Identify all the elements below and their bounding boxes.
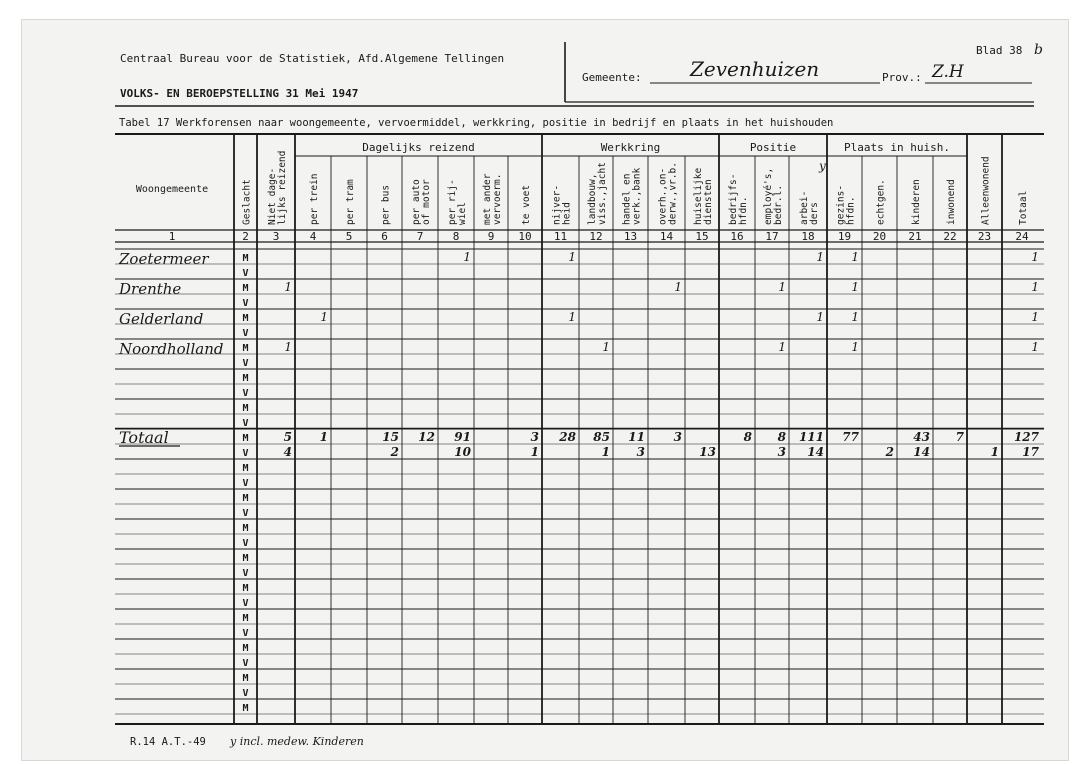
totaal-m-value: 111 — [798, 430, 824, 444]
gemeente-value: Zevenhuizen — [690, 57, 820, 81]
cell-value: 1 — [778, 340, 786, 354]
col-header-10: nijver- — [551, 184, 563, 225]
column-number: 7 — [416, 230, 424, 243]
footnote: y incl. medew. Kinderen — [230, 735, 364, 748]
col-header-11: landbouw, — [587, 173, 598, 225]
totaal-m-value: 43 — [913, 430, 930, 444]
column-number: 5 — [345, 230, 353, 243]
column-number: 22 — [943, 230, 957, 243]
cell-value: 1 — [851, 310, 859, 324]
sex-label-m: M — [242, 553, 249, 564]
cell-value: 1 — [851, 340, 859, 354]
totaal-label: Totaal — [119, 428, 169, 447]
column-number: 20 — [872, 230, 887, 243]
col-header-1: Geslacht — [241, 179, 253, 225]
col-header-10: heid — [561, 202, 573, 225]
totaal-v-value: 13 — [699, 445, 716, 459]
totaal-m-value: 28 — [559, 430, 576, 444]
gemeente-label: Gemeente: — [582, 71, 642, 84]
sex-label-v: V — [242, 358, 249, 369]
prov-value: Z.H — [932, 62, 964, 82]
cell-value: 1 — [320, 310, 328, 324]
census-form — [22, 20, 1068, 760]
cell-value: 1 — [816, 310, 824, 324]
column-number: 8 — [452, 230, 460, 243]
column-number: 17 — [765, 230, 779, 243]
form-code: R.14 A.T.-49 — [130, 736, 206, 748]
sex-label-v: V — [242, 598, 249, 609]
col-header-22: Alleenwonend — [980, 156, 992, 225]
col-header-19: echtgen. — [875, 179, 887, 225]
sex-label-m: M — [242, 583, 249, 594]
col-header-11: viss.,jacht — [597, 162, 608, 225]
col-header-16: employé's, — [763, 167, 774, 225]
sex-label-m: M — [242, 343, 249, 354]
sex-label-m: M — [242, 673, 249, 684]
col-header-23: Totaal — [1018, 190, 1029, 225]
totaal-v-value: 2 — [390, 445, 399, 459]
prov-label: Prov.: — [882, 71, 922, 84]
sex-label-v: V — [242, 328, 249, 339]
census-form-sheet — [22, 20, 1068, 760]
col-header-15: hfdn. — [738, 196, 749, 225]
col-header-8: met ander — [482, 173, 493, 225]
totaal-v-value: 3 — [777, 445, 786, 459]
col-header-17: ders — [809, 202, 820, 225]
col-header-2: Niet dage- — [267, 167, 278, 225]
col-header-8: vervoerm. — [492, 173, 503, 225]
col-header-15: bedrijfs- — [728, 173, 739, 225]
column-number: 2 — [242, 230, 249, 243]
cell-value: 1 — [1031, 340, 1039, 354]
column-number: 10 — [518, 230, 532, 243]
cell-value: 1 — [1031, 280, 1039, 294]
totaal-m-value: 15 — [382, 430, 399, 444]
col-header-20: kinderen — [911, 179, 922, 225]
totaal-m-value: 12 — [418, 430, 435, 444]
group-dagelijks-reizend: Dagelijks reizend — [362, 141, 475, 154]
sex-label-m: M — [242, 253, 249, 264]
group-positie: Positie — [749, 141, 797, 154]
column-number: 12 — [589, 230, 603, 243]
sex-label-m: M — [242, 313, 249, 324]
totaal-m-value: 1 — [319, 430, 328, 444]
cell-value: 1 — [568, 310, 576, 324]
column-number: 23 — [977, 230, 992, 243]
totaal-m-value: 8 — [777, 430, 786, 444]
sex-label-m: M — [242, 643, 249, 654]
col-header-7: wiel — [457, 202, 468, 225]
cell-value: 1 — [284, 340, 292, 354]
column-number: 15 — [695, 230, 709, 243]
table-title: Tabel 17 Werkforensen naar woongemeente, vervoermiddel, werkkring, positie in bedrijf en plaats in het huishouden — [119, 117, 834, 129]
cell-value: 1 — [674, 280, 682, 294]
cell-value: 1 — [1031, 310, 1039, 324]
col-header-2: lijks reizend — [277, 150, 288, 225]
sex-label-v: V — [242, 268, 249, 279]
sex-label-v: V — [242, 478, 249, 489]
sex-label-v: V — [242, 418, 249, 429]
sex-label-m: M — [242, 433, 249, 444]
totaal-v-value: 10 — [454, 445, 471, 459]
sex-label-v: V — [242, 628, 249, 639]
totaal-v-value: 1 — [530, 445, 539, 459]
col-header-21: inwonend — [946, 179, 957, 225]
woongemeente-zoetermeer: Zoetermeer — [119, 250, 209, 268]
totaal-v-value: 14 — [913, 445, 930, 459]
totaal-v-value: 3 — [636, 445, 645, 459]
totaal-v-value: 1 — [601, 445, 610, 459]
column-number: 11 — [553, 230, 568, 243]
sex-label-v: V — [242, 538, 249, 549]
cell-value: 1 — [851, 250, 859, 264]
col-header-17: arbei- — [799, 190, 810, 225]
footnote-mark: y — [819, 159, 826, 173]
column-number: 14 — [659, 230, 674, 243]
col-header-7: per rij- — [447, 179, 458, 225]
cell-value: 1 — [568, 250, 576, 264]
totaal-m-value: 11 — [628, 430, 645, 444]
blad-suffix: b — [1034, 42, 1043, 58]
group-plaats-in-huishouden: Plaats in huish. — [844, 141, 950, 154]
totaal-m-value: 3 — [530, 430, 539, 444]
col-header-12: handel en — [621, 173, 633, 225]
sex-label-m: M — [242, 373, 249, 384]
column-number: 21 — [908, 230, 922, 243]
sex-label-m: M — [242, 283, 249, 294]
cell-value: 1 — [463, 250, 471, 264]
sex-label-v: V — [242, 508, 249, 519]
sex-label-v: V — [242, 448, 249, 459]
cell-value: 1 — [778, 280, 786, 294]
blad-label: Blad 38 — [976, 44, 1023, 57]
sex-label-v: V — [242, 388, 249, 399]
cell-value: 1 — [284, 280, 292, 294]
col-header-3: per trein — [309, 173, 320, 225]
col-header-6: per auto — [411, 179, 422, 225]
totaal-v-value: 2 — [885, 445, 894, 459]
col-header-14: diensten — [703, 179, 714, 225]
column-number: 19 — [837, 230, 852, 243]
totaal-m-value: 8 — [743, 430, 752, 444]
totaal-v-value: 17 — [1022, 445, 1039, 459]
column-number: 3 — [272, 230, 280, 243]
col-header-4: per tram — [345, 179, 356, 225]
sex-label-m: M — [242, 613, 249, 624]
column-number: 9 — [487, 230, 495, 243]
column-number: 4 — [309, 230, 317, 243]
census-title: VOLKS- EN BEROEPSTELLING 31 Mei 1947 — [120, 87, 359, 100]
sex-label-v: V — [242, 688, 249, 699]
sex-label-v: V — [242, 568, 249, 579]
woongemeente-gelderland: Gelderland — [119, 310, 204, 328]
sex-label-m: M — [242, 703, 249, 714]
column-number: 18 — [801, 230, 815, 243]
cell-value: 1 — [851, 280, 859, 294]
bureau-title: Centraal Bureau voor de Statistiek, Afd.Algemene Tellingen — [120, 52, 505, 65]
totaal-m-value: 127 — [1013, 430, 1039, 444]
col-header-12: verk.,bank — [631, 167, 643, 225]
sex-label-v: V — [242, 658, 249, 669]
col-header-woongemeente: Woongemeente — [135, 184, 209, 195]
group-werkkring: Werkkring — [600, 141, 661, 154]
column-number: 13 — [623, 230, 638, 243]
totaal-m-value: 77 — [842, 430, 859, 444]
totaal-m-value: 91 — [454, 430, 471, 444]
totaal-m-value: 5 — [283, 430, 292, 444]
column-number: 1 — [168, 230, 176, 243]
woongemeente-noordholland: Noordholland — [119, 340, 224, 358]
sex-label-m: M — [242, 523, 249, 534]
sex-label-m: M — [242, 463, 249, 474]
cell-value: 1 — [602, 340, 610, 354]
col-header-14: huiselijke — [693, 167, 704, 225]
totaal-m-value: 3 — [673, 430, 682, 444]
sex-label-v: V — [242, 298, 249, 309]
col-header-5: per bus — [380, 184, 392, 225]
col-header-6: of motor — [421, 179, 432, 225]
col-header-13: derw.,vr.b. — [667, 162, 679, 225]
col-header-13: overh.,on- — [657, 167, 669, 225]
totaal-v-value: 4 — [283, 445, 292, 459]
totaal-v-value: 14 — [807, 445, 824, 459]
col-header-18: gezins- — [835, 184, 847, 225]
cell-value: 1 — [1031, 250, 1039, 264]
woongemeente-drenthe: Drenthe — [119, 280, 182, 298]
totaal-v-value: 1 — [990, 445, 999, 459]
cell-value: 1 — [816, 250, 824, 264]
col-header-18: hfdn. — [845, 196, 857, 225]
column-number: 16 — [730, 230, 744, 243]
column-number: 24 — [1015, 230, 1029, 243]
totaal-m-value: 85 — [593, 430, 610, 444]
col-header-16: bedr.l. — [773, 184, 784, 225]
col-header-9: te voet — [521, 184, 532, 225]
sex-label-m: M — [242, 403, 249, 414]
sex-label-m: M — [242, 493, 249, 504]
totaal-m-value: 7 — [955, 430, 964, 444]
column-number: 6 — [381, 230, 388, 243]
